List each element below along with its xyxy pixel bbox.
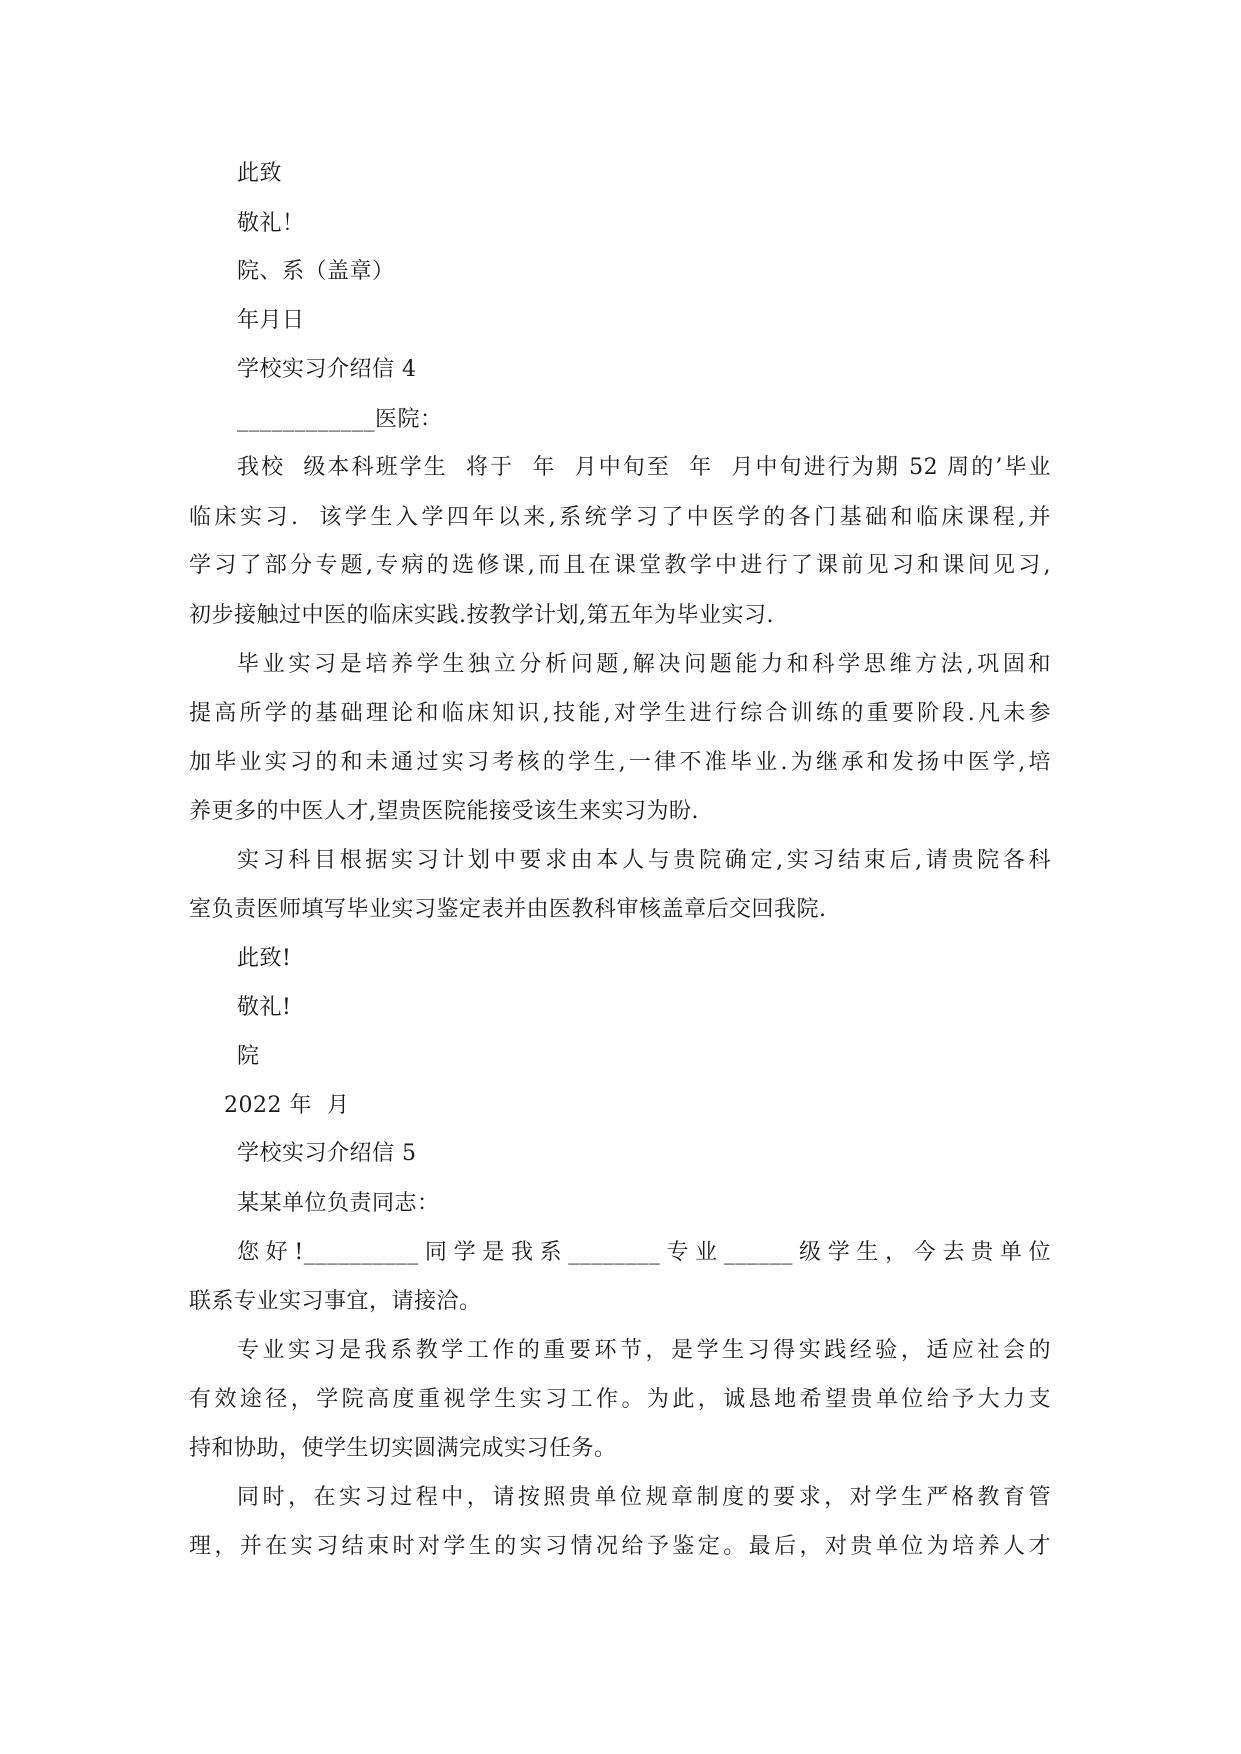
paragraph-line: 提高所学的基础理论和临床知识,技能,对学生进行综合训练的重要阶段.凡未参 [189,701,1051,726]
paragraph-line: 有效途径，学院高度重视学生实习工作。为此，诚恳地希望贵单位给予大力支 [189,1387,1051,1412]
paragraph-line: 我校 级本科班学生 将于 年 月中旬至 年 月中旬进行为期 52 周的’毕业 [237,455,1051,480]
paragraph-line: 初步接触过中医的临床实践.按教学计划,第五年为毕业实习. [189,603,774,628]
paragraph-line: 理，并在实习结束时对学生的实习情况给予鉴定。最后，对贵单位为培养人才 [189,1534,1051,1559]
signature: 院、系（盖章） [237,259,395,284]
date-line: 年月日 [237,308,305,333]
paragraph-line: 学习了部分专题,专病的选修课,而且在课堂教学中进行了课前见习和课间见习, [189,553,1051,578]
paragraph-line: 临床实习. 该学生入学四年以来,系统学习了中医学的各门基础和临床课程,并 [189,505,1051,530]
paragraph-line: 您好!__________同学是我系________专业______级学生，今去贵单位 [237,1240,1051,1265]
addressee: 某某单位负责同志： [237,1191,440,1216]
letter-title: 学校实习介绍信 4 [237,357,417,382]
regards: 敬礼! [237,995,292,1020]
date-line: 2022 年 月 [224,1093,350,1118]
addressee: ____________医院： [237,407,443,432]
paragraph-line: 实习科目根据实习计划中要求由本人与贵院确定,实习结束后,请贵院各科 [237,848,1051,873]
regards: 敬礼！ [237,211,305,236]
letter-title: 学校实习介绍信 5 [237,1141,417,1166]
paragraph-line: 加毕业实习的和未通过实习考核的学生,一律不准毕业.为继承和发扬中医学,培 [189,750,1051,775]
paragraph-line: 室负责医师填写毕业实习鉴定表并由医教科审核盖章后交回我院. [189,897,827,922]
paragraph-line: 联系专业实习事宜，请接洽。 [189,1289,482,1314]
paragraph-line: 持和协助，使学生切实圆满完成实习任务。 [189,1436,617,1461]
paragraph-line: 专业实习是我系教学工作的重要环节，是学生习得实践经验，适应社会的 [237,1338,1051,1363]
salutation: 此致 [237,161,283,186]
signature: 院 [237,1044,260,1069]
salutation: 此致! [237,946,292,971]
paragraph-line: 养更多的中医人才,望贵医院能接受该生来实习为盼. [189,799,699,824]
paragraph-line: 同时，在实习过程中，请按照贵单位规章制度的要求，对学生严格教育管 [237,1485,1051,1510]
paragraph-line: 毕业实习是培养学生独立分析问题,解决问题能力和科学思维方法,巩固和 [237,652,1051,677]
